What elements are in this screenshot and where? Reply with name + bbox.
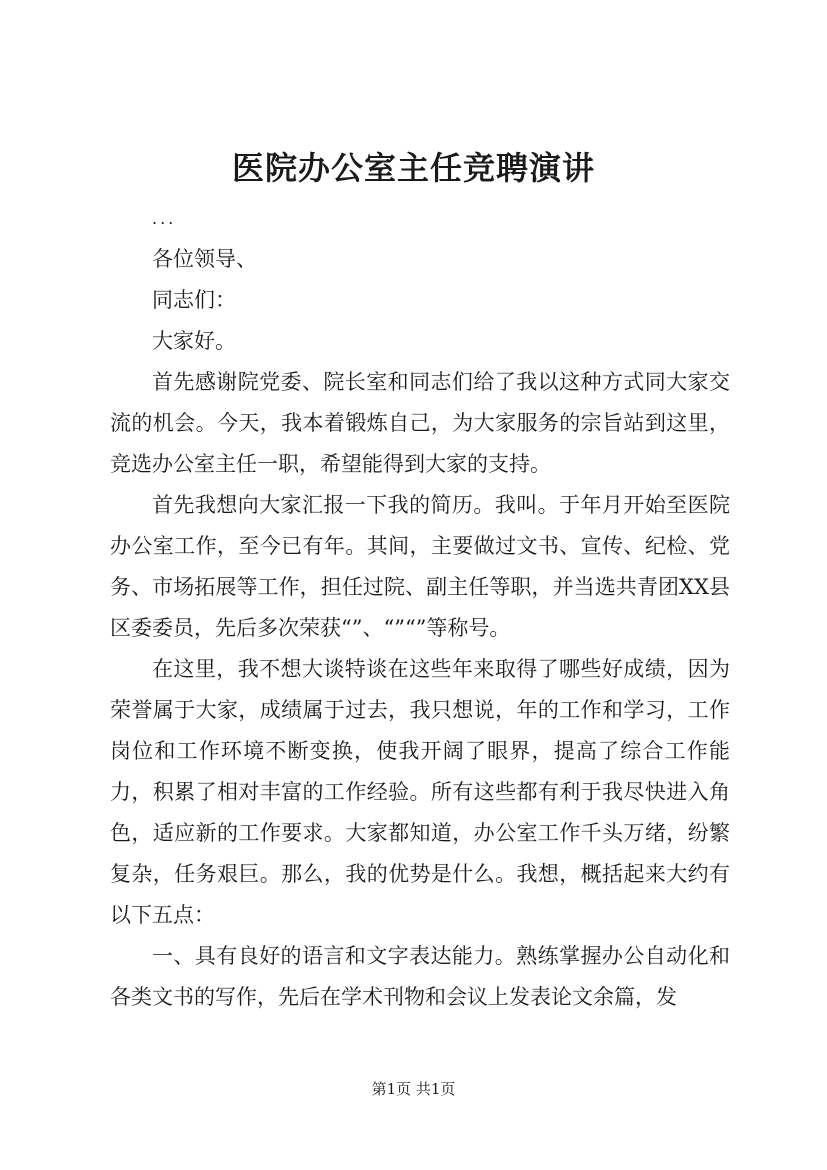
paragraph-experience: 在这里，我不想大谈特谈在这些年来取得了哪些好成绩，因为荣誉属于大家，成绩属于过去，我只想说，年的工作和学习，工作岗位和工作环境不断变换，使我开阔了眼界，提高了综合工作能力，积累了相对丰富的工作经验。所有这些都有利于我尽快进入角色，适应新的工作要求。大家都知道，办公室工作千头万绪，纷繁复杂，任务艰巨。那么，我的优势是什么。我想，概括起来大约有以下五点： bbox=[110, 657, 730, 927]
page-footer: 第1页 共1页 bbox=[371, 1080, 456, 1098]
paragraph-resume: 首先我想向大家汇报一下我的简历。我叫。于年月开始至医院办公室工作，至今已有年。其间，主要做过文书、宣传、纪检、党务、市场拓展等工作，担任过院、副主任等职，并当选共青团XX县区委委员，先后多次荣获“”、“”“”等称号。 bbox=[110, 493, 730, 640]
salutation-leaders: 各位领导、 bbox=[152, 247, 257, 271]
paragraph-point-one: 一、具有良好的语言和文字表达能力。熟练掌握办公自动化和各类文书的写作，先后在学术刊物和会议上发表论文余篇，发 bbox=[110, 944, 730, 1009]
greeting: 大家好。 bbox=[152, 329, 236, 353]
salutation-comrades: 同志们： bbox=[152, 288, 236, 312]
ellipsis-line: ... bbox=[152, 209, 177, 228]
paragraph-thanks: 首先感谢院党委、院长室和同志们给了我以这种方式同大家交流的机会。今天，我本着锻炼自己，为大家服务的宗旨站到这里，竞选办公室主任一职，希望能得到大家的支持。 bbox=[110, 370, 730, 476]
document-title: 医院办公室主任竞聘演讲 bbox=[231, 149, 595, 187]
document-body bbox=[110, 198, 730, 1018]
